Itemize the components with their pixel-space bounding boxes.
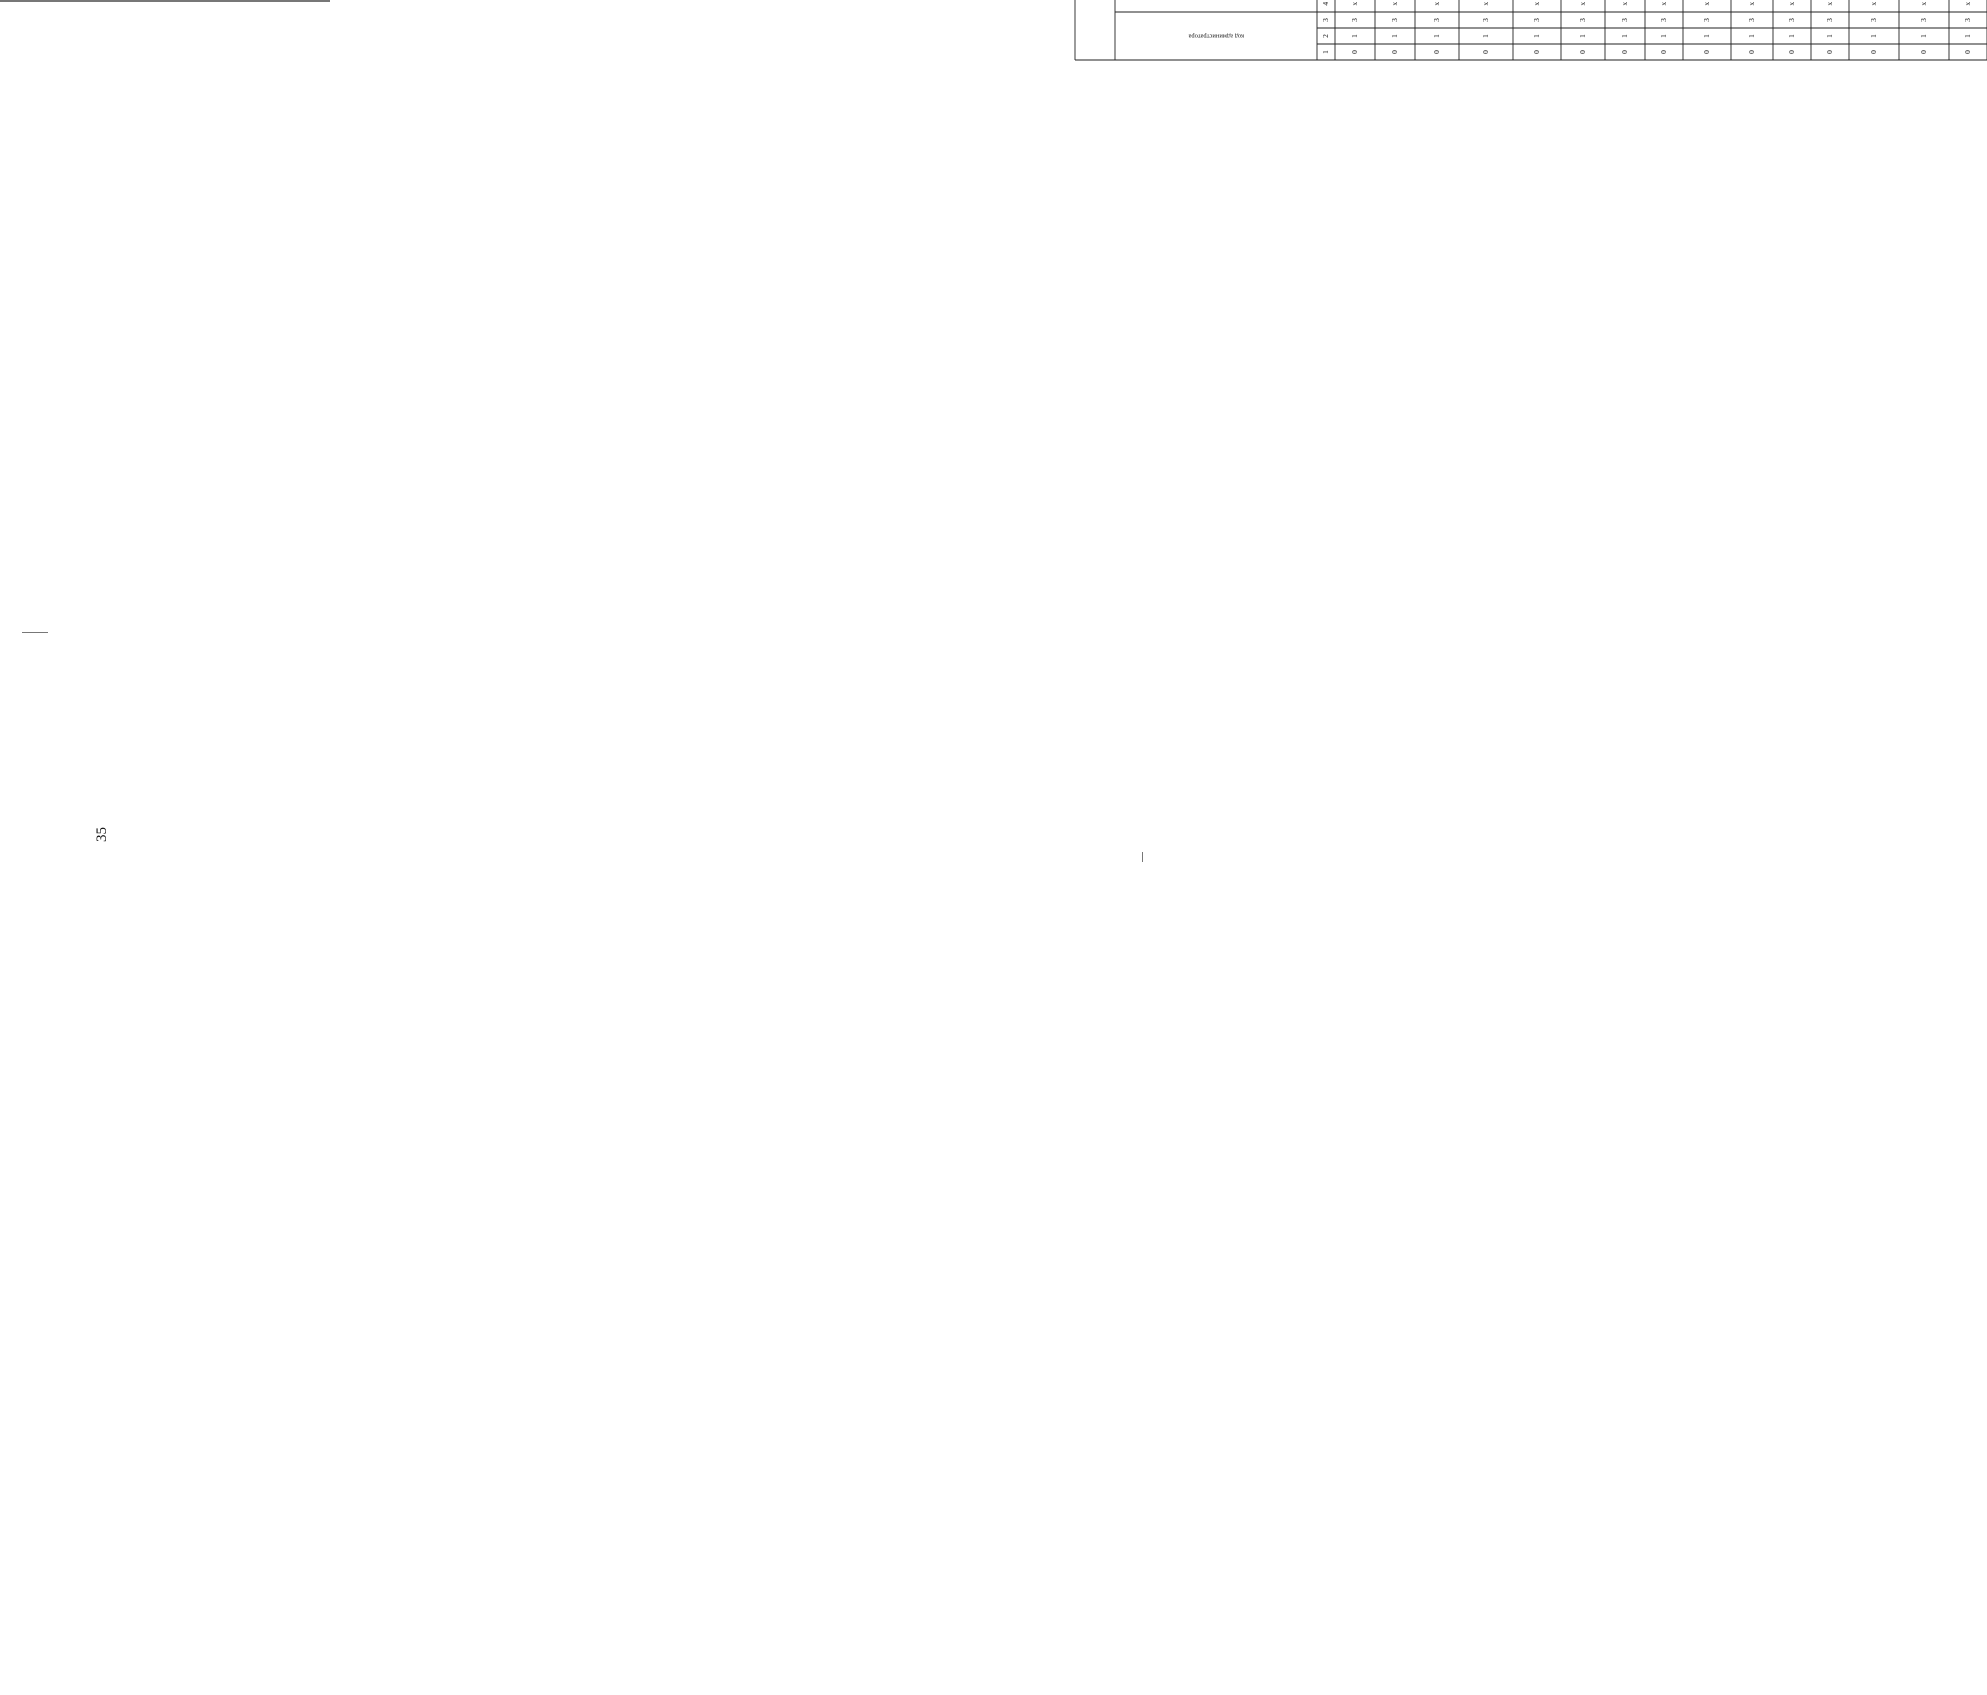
row-code: 0 xyxy=(1349,50,1359,54)
row-code: х xyxy=(1701,1,1711,6)
row-code: 3 xyxy=(1531,18,1541,22)
row-code: 1 xyxy=(1824,34,1834,38)
row-code: х xyxy=(1531,1,1541,6)
row-code: 0 xyxy=(1480,50,1490,54)
row-code: 0 xyxy=(1824,50,1834,54)
row-code: 3 xyxy=(1868,18,1878,22)
row-code: 0 xyxy=(1431,50,1441,54)
row-code: 1 xyxy=(1658,34,1668,38)
row-code: 0 xyxy=(1746,50,1756,54)
row-code: 3 xyxy=(1918,18,1928,22)
row-code: 0 xyxy=(1962,50,1972,54)
col-number: 3 xyxy=(1320,18,1330,22)
row-code: 1 xyxy=(1918,34,1928,38)
row-code: х xyxy=(1349,1,1359,6)
row-code: 0 xyxy=(1658,50,1668,54)
row-code: 1 xyxy=(1786,34,1796,38)
row-code: х xyxy=(1868,1,1878,6)
row-code: 3 xyxy=(1480,18,1490,22)
row-code: х xyxy=(1786,1,1796,6)
row-code: 1 xyxy=(1746,34,1756,38)
row-code: 3 xyxy=(1701,18,1711,22)
row-code: 0 xyxy=(1577,50,1587,54)
row-code: 0 xyxy=(1389,50,1399,54)
col-number: 4 xyxy=(1320,1,1330,6)
scan-mark-left xyxy=(22,632,48,633)
row-code: 1 xyxy=(1531,34,1541,38)
row-code: х xyxy=(1619,1,1629,6)
row-code: 1 xyxy=(1480,34,1490,38)
row-code: 1 xyxy=(1431,34,1441,38)
rotated-table xyxy=(1075,0,1975,60)
row-code: х xyxy=(1962,1,1972,6)
row-code: 1 xyxy=(1577,34,1587,38)
header-codes-group xyxy=(1075,0,1115,60)
row-code: 3 xyxy=(1746,18,1756,22)
row-code: 0 xyxy=(1701,50,1711,54)
col-number: 2 xyxy=(1320,34,1330,38)
scan-line-top xyxy=(0,0,330,2)
row-code: 1 xyxy=(1349,34,1359,38)
header-admin: код администратора xyxy=(1188,32,1244,40)
row-code: 0 xyxy=(1868,50,1878,54)
row-code: х xyxy=(1918,1,1928,6)
row-code: х xyxy=(1389,1,1399,6)
row-code: х xyxy=(1431,1,1441,6)
row-code: х xyxy=(1577,1,1587,6)
row-code: х xyxy=(1480,1,1490,6)
row-code: х xyxy=(1746,1,1756,6)
row-code: х xyxy=(1658,1,1668,6)
row-code: 3 xyxy=(1577,18,1587,22)
row-code: 0 xyxy=(1531,50,1541,54)
header-razdel xyxy=(1115,0,1317,12)
row-code: 3 xyxy=(1658,18,1668,22)
row-code: 3 xyxy=(1389,18,1399,22)
row-code: 0 xyxy=(1786,50,1796,54)
row-code: х xyxy=(1824,1,1834,6)
col-number: 1 xyxy=(1320,50,1330,54)
row-code: 1 xyxy=(1962,34,1972,38)
row-code: 3 xyxy=(1962,18,1972,22)
row-code: 1 xyxy=(1868,34,1878,38)
row-code: 3 xyxy=(1786,18,1796,22)
row-code: 3 xyxy=(1824,18,1834,22)
row-code: 0 xyxy=(1619,50,1629,54)
scan-mark-right xyxy=(1142,852,1143,862)
row-code: 1 xyxy=(1389,34,1399,38)
row-code: 1 xyxy=(1701,34,1711,38)
page-number: 35 xyxy=(94,827,110,842)
row-code: 3 xyxy=(1619,18,1629,22)
row-code: 3 xyxy=(1431,18,1441,22)
row-code: 3 xyxy=(1349,18,1359,22)
row-code: 0 xyxy=(1918,50,1928,54)
row-code: 1 xyxy=(1619,34,1629,38)
